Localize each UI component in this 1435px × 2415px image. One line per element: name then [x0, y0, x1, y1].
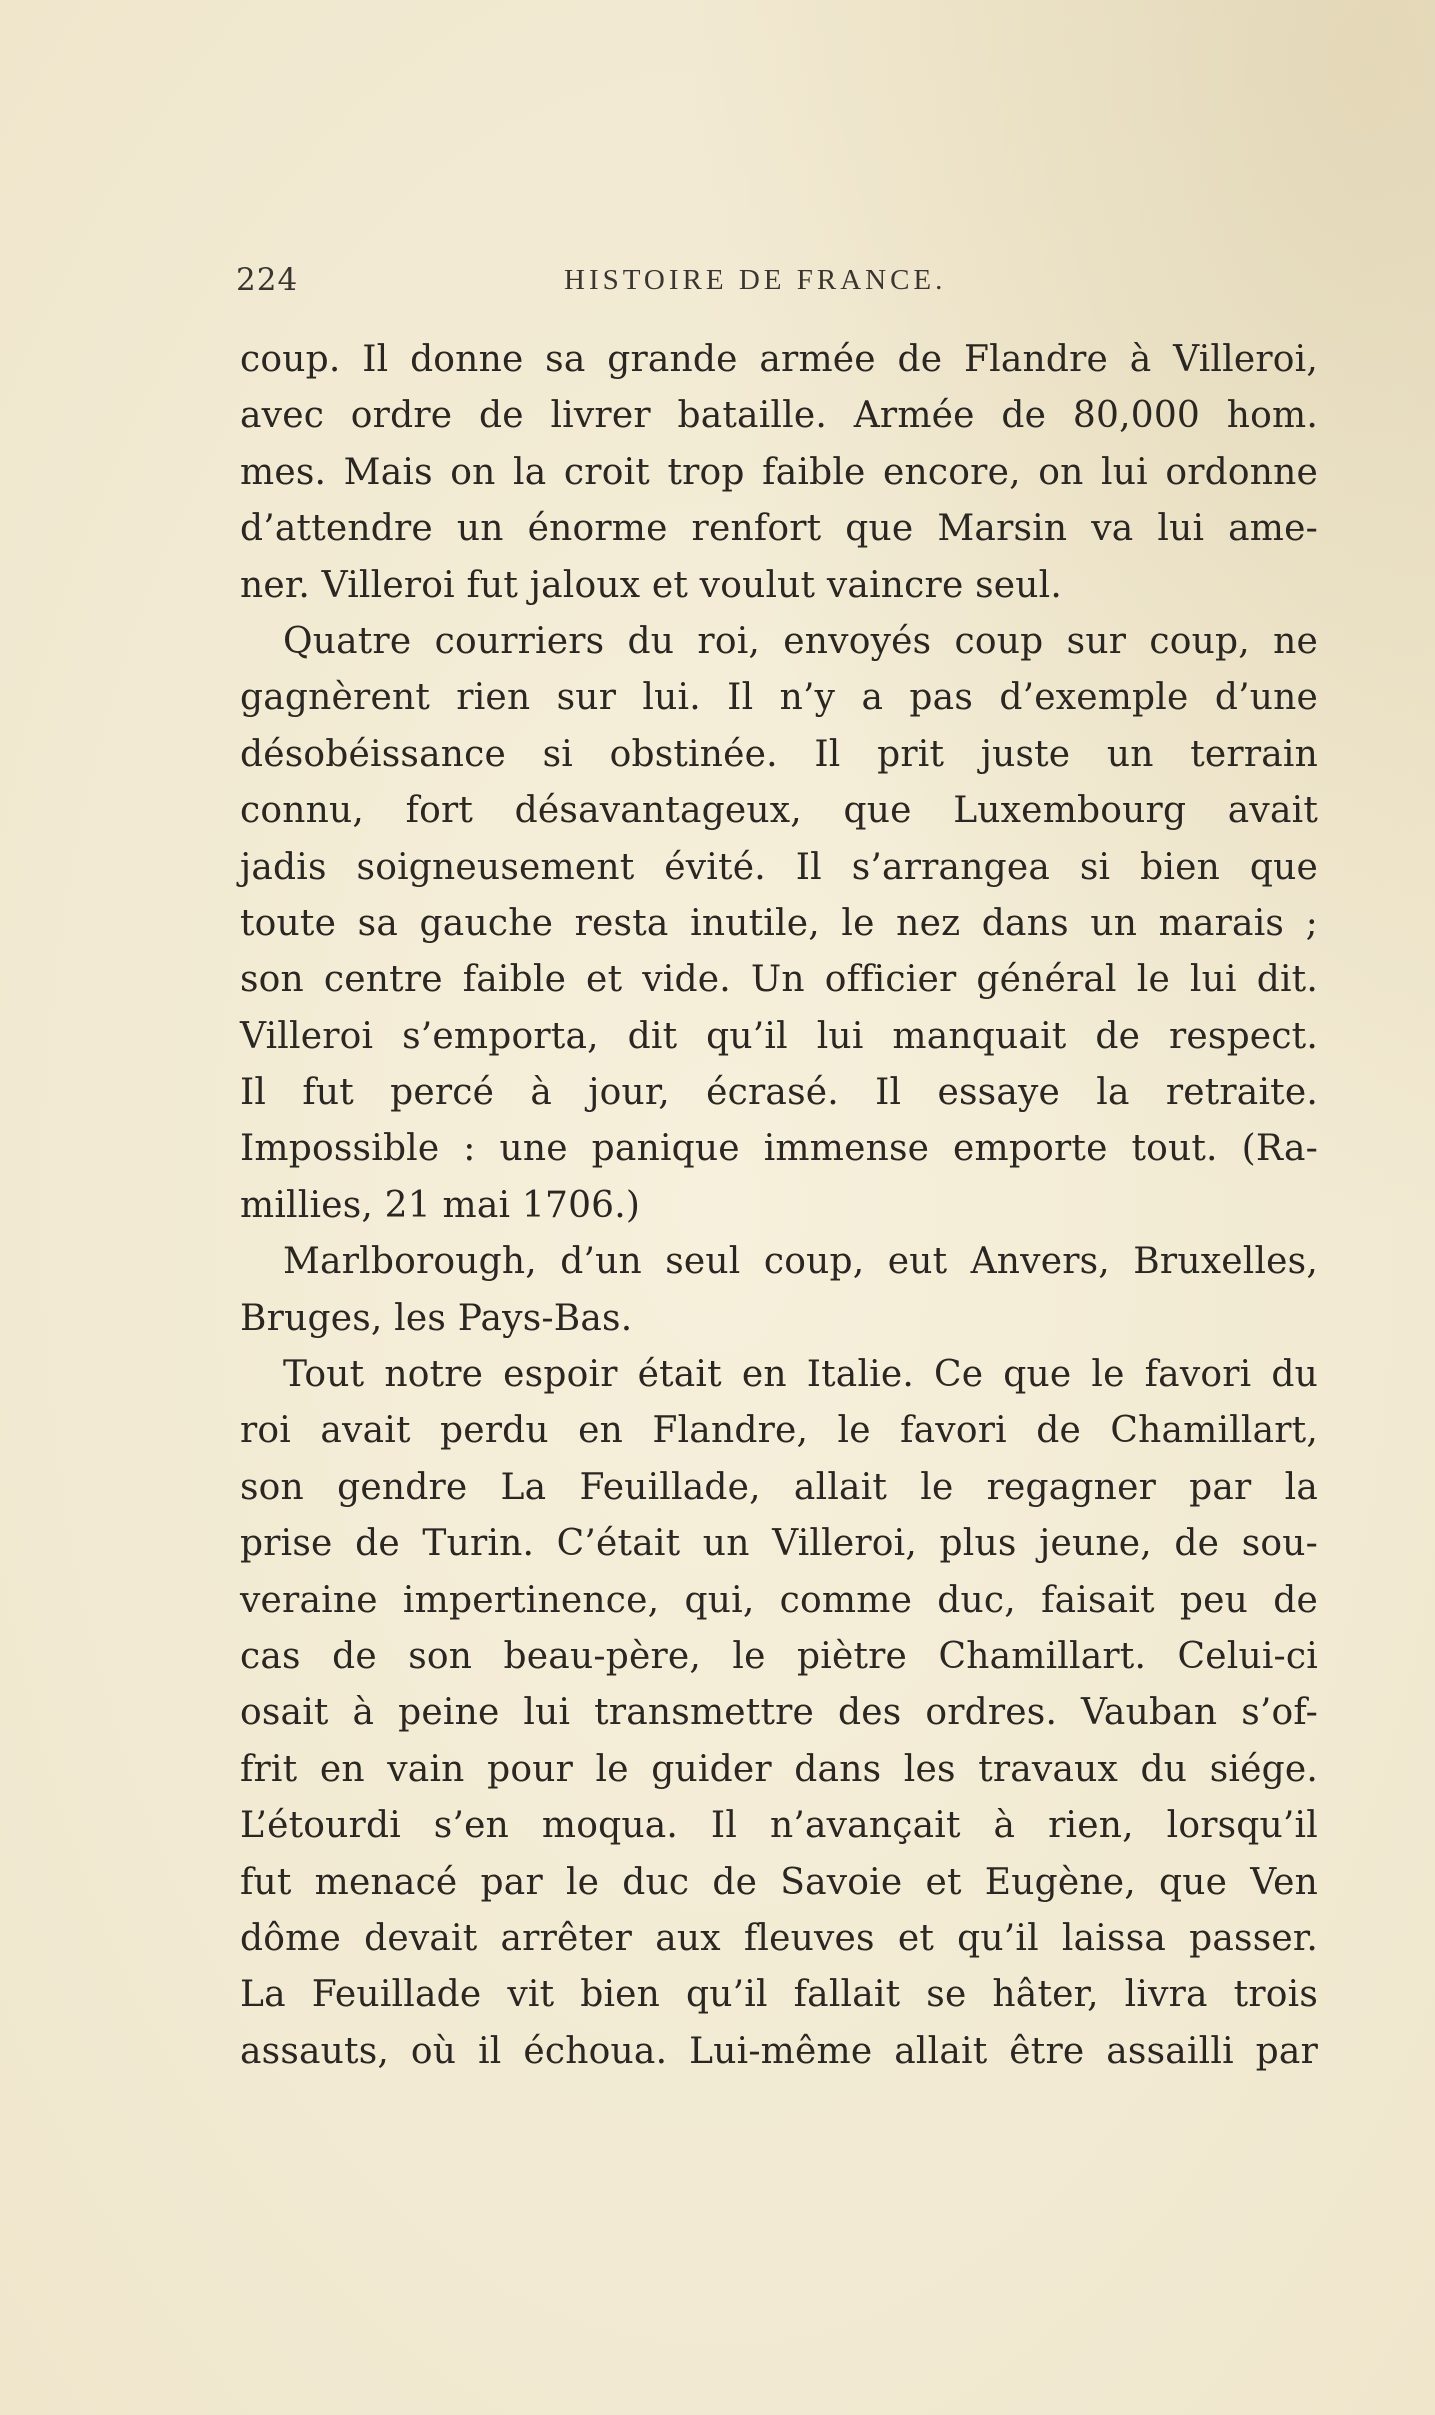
text-line: mes. Mais on la croit trop faible encore, on lui ordonne [240, 451, 1318, 493]
text-line: Impossible : une panique immense emporte tout. (Ra- [240, 1128, 1318, 1170]
text-line: désobéissance si obstinée. Il prit juste un terrain [240, 733, 1318, 775]
text-line: roi avait perdu en Flandre, le favori de Chamillart, [240, 1410, 1318, 1452]
text-line: Quatre courriers du roi, envoyés coup sur coup, ne [283, 620, 1318, 662]
text-line: coup. Il donne sa grande armée de Flandre à Villeroi, [240, 339, 1318, 380]
text-line: connu, fort désavantageux, que Luxembourg avait [240, 790, 1318, 832]
running-head [236, 262, 1316, 302]
text-line: prise de Turin. C’était un Villeroi, plus jeune, de sou- [240, 1523, 1318, 1565]
page-number: 224 [236, 262, 299, 298]
text-line: fut menacé par le duc de Savoie et Eugène, que Ven [240, 1861, 1318, 1903]
text-line: Tout notre espoir était en Italie. Ce que le favori du [283, 1354, 1318, 1396]
text-line: Il fut percé à jour, écrasé. Il essaye la retraite. [240, 1072, 1318, 1114]
text-line: ner. Villeroi fut jaloux et voulut vaincre seul. [240, 564, 1063, 606]
text-line: son centre faible et vide. Un officier général le lui dit. [240, 959, 1318, 1001]
text-line: frit en vain pour le guider dans les travaux du siége. [240, 1748, 1318, 1790]
text-line: assauts, où il échoua. Lui-même allait être assailli par [240, 2030, 1318, 2072]
text-line: son gendre La Feuillade, allait le regagner par la [240, 1466, 1318, 1508]
text-line: jadis soigneusement évité. Il s’arrangea si bien que [240, 846, 1318, 888]
text-line: gagnèrent rien sur lui. Il n’y a pas d’exemple d’une [240, 677, 1318, 719]
text-line: Marlborough, d’un seul coup, eut Anvers, Bruxelles, [283, 1241, 1318, 1283]
text-line: cas de son beau-père, le piètre Chamillart. Celui-ci [240, 1635, 1318, 1677]
text-line: osait à peine lui transmettre des ordres. Vauban s’of- [240, 1692, 1318, 1734]
text-line: avec ordre de livrer bataille. Armée de 80,000 hom. [240, 395, 1318, 437]
text-line: toute sa gauche resta inutile, le nez dans un marais ; [240, 902, 1318, 944]
text-line: L’étourdi s’en moqua. Il n’avançait à rien, lorsqu’il [240, 1805, 1318, 1847]
text-line: Bruges, les Pays-Bas. [240, 1297, 633, 1339]
body-text [240, 332, 1318, 2080]
text-line: d’attendre un énorme renfort que Marsin va lui ame- [240, 508, 1318, 550]
text-line: dôme devait arrêter aux fleuves et qu’il laissa passer. [240, 1917, 1318, 1959]
running-title: HISTOIRE DE FRANCE. [564, 264, 947, 296]
text-line: millies, 21 mai 1706.) [240, 1184, 641, 1226]
text-line: veraine impertinence, qui, comme duc, faisait peu de [240, 1579, 1318, 1621]
text-line: Villeroi s’emporta, dit qu’il lui manquait de respect. [240, 1015, 1318, 1057]
text-line: La Feuillade vit bien qu’il fallait se hâter, livra trois [240, 1974, 1318, 2016]
